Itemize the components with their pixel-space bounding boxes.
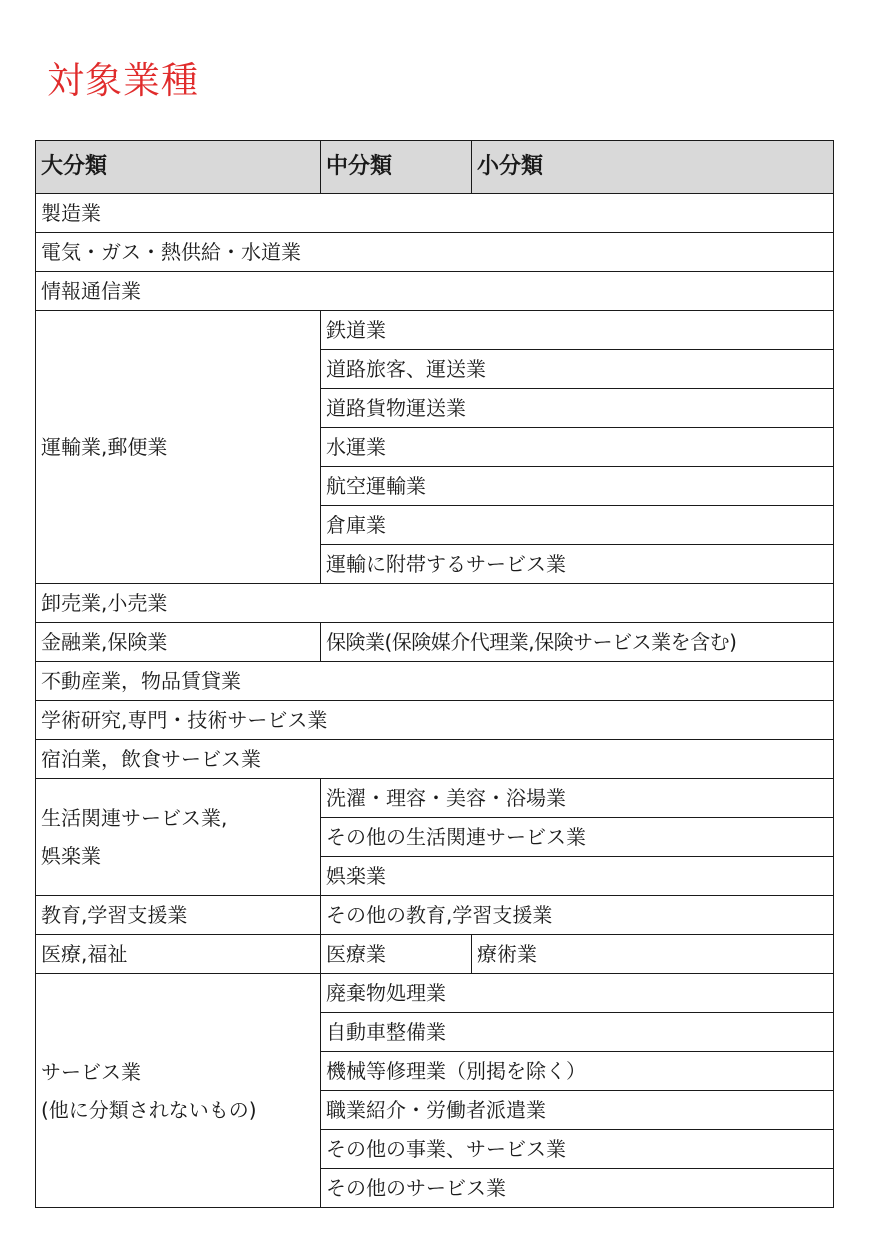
industry-table bbox=[35, 140, 834, 1208]
table-row bbox=[36, 662, 834, 701]
middle-cell: 道路旅客、運送業 bbox=[321, 350, 834, 389]
table-row bbox=[36, 701, 834, 740]
major-line-2: 娯楽業 bbox=[41, 844, 101, 868]
table-row bbox=[36, 233, 834, 272]
middle-cell: 廃棄物処理業 bbox=[321, 974, 834, 1013]
major-cell: 電気・ガス・熱供給・水道業 bbox=[36, 233, 834, 272]
middle-cell: 医療業 bbox=[321, 935, 472, 974]
table-row bbox=[36, 194, 834, 233]
major-cell: 医療,福祉 bbox=[36, 935, 321, 974]
minor-cell: 療術業 bbox=[472, 935, 834, 974]
table-row bbox=[36, 896, 834, 935]
major-cell bbox=[36, 974, 321, 1208]
major-line-1: サービス業 bbox=[41, 1059, 141, 1084]
table-row bbox=[36, 935, 834, 974]
middle-cell: 洗濯・理容・美容・浴場業 bbox=[321, 779, 834, 818]
middle-cell: 保険業(保険媒介代理業,保険サービス業を含む) bbox=[321, 623, 834, 662]
middle-cell: 水運業 bbox=[321, 428, 834, 467]
major-cell: 運輸業,郵便業 bbox=[36, 311, 321, 584]
major-cell: 学術研究,専門・技術サービス業 bbox=[36, 701, 834, 740]
middle-cell: 職業紹介・労働者派遣業 bbox=[321, 1091, 834, 1130]
middle-cell: その他の事業、サービス業 bbox=[321, 1130, 834, 1169]
header-major: 大分類 bbox=[36, 141, 321, 194]
table-row bbox=[36, 974, 834, 1013]
page-title: 対象業種 bbox=[47, 59, 199, 102]
major-cell: 金融業,保険業 bbox=[36, 623, 321, 662]
major-cell: 卸売業,小売業 bbox=[36, 584, 834, 623]
table-row bbox=[36, 311, 834, 350]
table-row bbox=[36, 779, 834, 818]
major-cell: 製造業 bbox=[36, 194, 834, 233]
table-header-row bbox=[36, 141, 834, 194]
middle-cell: 自動車整備業 bbox=[321, 1013, 834, 1052]
table-row bbox=[36, 272, 834, 311]
major-cell: 情報通信業 bbox=[36, 272, 834, 311]
table-row bbox=[36, 740, 834, 779]
middle-cell: 航空運輸業 bbox=[321, 467, 834, 506]
middle-cell: 運輸に附帯するサービス業 bbox=[321, 545, 834, 584]
table-row bbox=[36, 584, 834, 623]
header-minor: 小分類 bbox=[472, 141, 834, 194]
middle-cell: 鉄道業 bbox=[321, 311, 834, 350]
major-cell bbox=[36, 779, 321, 896]
middle-cell: その他の教育,学習支援業 bbox=[321, 896, 834, 935]
major-cell: 教育,学習支援業 bbox=[36, 896, 321, 935]
major-cell: 不動産業，物品賃貸業 bbox=[36, 662, 834, 701]
major-line-1: 生活関連サービス業, bbox=[41, 806, 228, 830]
header-middle: 中分類 bbox=[321, 141, 472, 194]
major-line-2: (他に分類されないもの) bbox=[41, 1097, 257, 1122]
major-cell: 宿泊業，飲食サービス業 bbox=[36, 740, 834, 779]
middle-cell: 倉庫業 bbox=[321, 506, 834, 545]
middle-cell: 娯楽業 bbox=[321, 857, 834, 896]
middle-cell: その他の生活関連サービス業 bbox=[321, 818, 834, 857]
middle-cell: 道路貨物運送業 bbox=[321, 389, 834, 428]
table-row bbox=[36, 623, 834, 662]
middle-cell: 機械等修理業（別掲を除く） bbox=[321, 1052, 834, 1091]
middle-cell: その他のサービス業 bbox=[321, 1169, 834, 1208]
